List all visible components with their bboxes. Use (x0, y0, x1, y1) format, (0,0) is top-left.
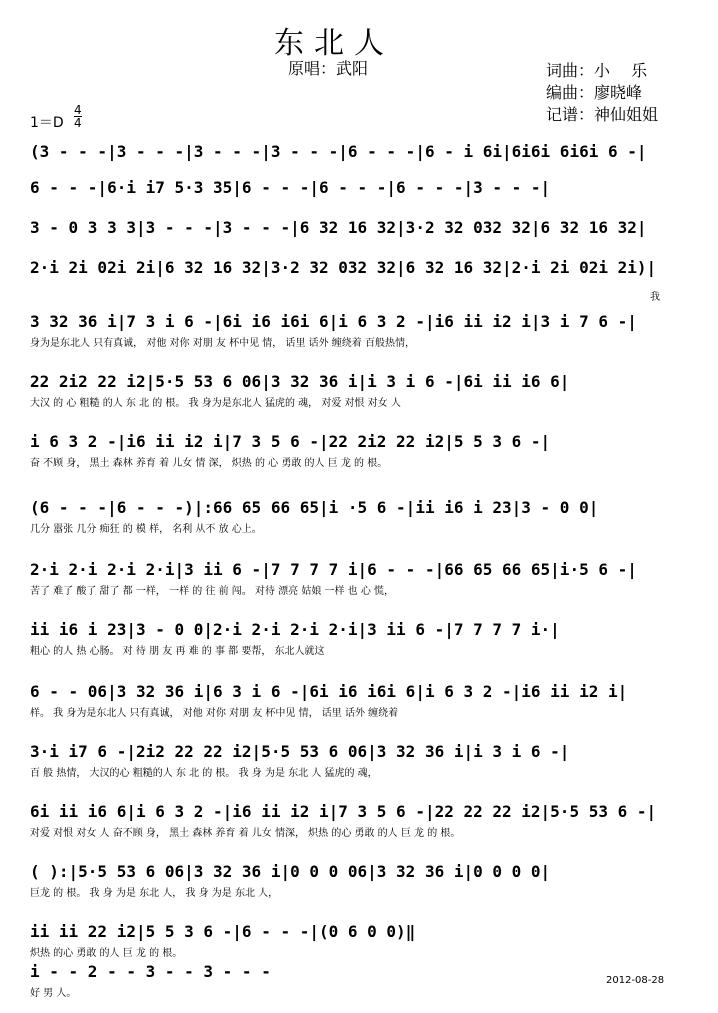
notation-row: i 6 3 2 -|i6 ii i2 i|7 3 5 6 -|22 2i2 22 i2|5 5 3 6 -| (30, 432, 551, 451)
pickup-lyric: 我 (650, 292, 660, 303)
lyric-row: 奋 不顾 身， 黑土 森林 养育 着 儿女 情 深， 炽热 的 心 勇敢 的人 巨 龙 的 根。 (30, 458, 388, 469)
lyric-row: 苦了 难了 酸了 甜了 都 一样， 一样 的 往 前 闯。 对待 漂亮 姑娘 一样 也 心 慌， (30, 586, 395, 597)
key-signature: 1＝D (30, 115, 64, 131)
lyric-row: 大汉 的 心 粗糙 的人 东 北 的 根。 我 身为是东北人 猛虎的 魂， 对爱 对恨 对女 人 (30, 398, 401, 409)
notation-row: (6 - - -|6 - - -)|:66 65 66 65|i ·5 6 -|ii i6 i 23|3 - 0 0| (30, 498, 599, 517)
credit-arranger: 编曲：廖晓峰 (546, 83, 643, 102)
notation-row: ( ):|5·5 53 6 06|3 32 36 i|0 0 0 06|3 32 36 i|0 0 0 0| (30, 862, 551, 881)
date: 2012-08-28 (606, 975, 665, 986)
notation-row: 2·i 2i 02i 2i|6 32 16 32|3·2 32 032 32|6 32 16 32|2·i 2i 02i 2i)| (30, 258, 657, 277)
lyric-row: 身为是东北人 只有真诚， 对他 对你 对朋 友 杯中见 情， 话里 话外 缠绕着 百般热情， (30, 338, 415, 349)
meter-top: 4 (74, 103, 82, 117)
lyric-row: 百 般 热情， 大汉的心 粗糙的人 东 北 的 根。 我 身 为是 东北 人 猛虎的 魂， (30, 768, 378, 779)
notation-row: 3 32 36 i|7 3 i 6 -|6i i6 i6i 6|i 6 3 2 -|i6 ii i2 i|3 i 7 6 -| (30, 312, 637, 331)
notation-row: 6i ii i6 6|i 6 3 2 -|i6 ii i2 i|7 3 5 6 -|22 22 22 i2|5·5 53 6 -| (30, 802, 657, 821)
notation-row: 3·i i7 6 -|2i2 22 22 i2|5·5 53 6 06|3 32 36 i|i 3 i 6 -| (30, 742, 570, 761)
lyric-row: 对爱 对恨 对女 人 奋不顾 身， 黑土 森林 养育 着 儿女 情深， 炽热 的心 勇敢 的人 巨 龙 的 根。 (30, 828, 461, 839)
notation-row: 3 - 0 3 3 3|3 - - -|3 - - -|6 32 16 32|3·2 32 032 32|6 32 16 32| (30, 218, 647, 237)
original-singer: 原唱：武阳 (288, 59, 369, 78)
notation-row: 6 - - -|6·i i7 5·3 35|6 - - -|6 - - -|6 - - -|3 - - -| (30, 178, 551, 197)
song-title: 东北人 (274, 26, 394, 61)
lyric-row: 巨龙 的 根。 我 身 为是 东北 人， 我 身 为是 东北 人， (30, 888, 279, 899)
notation-row: ii ii 22 i2|5 5 3 6 -|6 - - -|(0 6 0 0)‖ (30, 922, 416, 941)
notation-row: ii i6 i 23|3 - 0 0|2·i 2·i 2·i 2·i|3 ii 6 -|7 7 7 7 i·| (30, 620, 560, 639)
lyric-row: 粗心 的人 热 心肠。 对 待 朋 友 再 难 的 事 都 要帮， 东北人就这 (30, 646, 325, 657)
lyric-row: 样。 我 身为是东北人 只有真诚， 对他 对你 对朋 友 杯中见 情， 话里 话外 缠绕着 (30, 708, 399, 719)
lyric-row: 几分 嚣张 几分 痴狂 的 模 样， 名利 从不 放 心上。 (30, 524, 262, 535)
credit-transcriber: 记谱：神仙姐姐 (546, 105, 659, 124)
notation-row: 2·i 2·i 2·i 2·i|3 ii 6 -|7 7 7 7 i|6 - - -|66 65 66 65|i·5 6 -| (30, 560, 637, 579)
meter-bottom: 4 (74, 116, 82, 130)
time-signature (74, 104, 82, 129)
notation-row: i - - 2 - - 3 - - 3 - - - (30, 962, 271, 981)
credit-lyrics-music: 词曲：小 乐 (546, 61, 648, 80)
lyric-row: 炽热 的心 勇敢 的人 巨 龙 的 根。 (30, 948, 183, 959)
notation-row: 6 - - 06|3 32 36 i|6 3 i 6 -|6i i6 i6i 6|i 6 3 2 -|i6 ii i2 i| (30, 682, 628, 701)
lyric-row: 好 男 人。 (30, 988, 77, 999)
notation-row: 22 2i2 22 i2|5·5 53 6 06|3 32 36 i|i 3 i 6 -|6i ii i6 6| (30, 372, 570, 391)
notation-row: (3 - - -|3 - - -|3 - - -|3 - - -|6 - - -|6 - i 6i|6i6i 6i6i 6 -| (30, 142, 647, 161)
